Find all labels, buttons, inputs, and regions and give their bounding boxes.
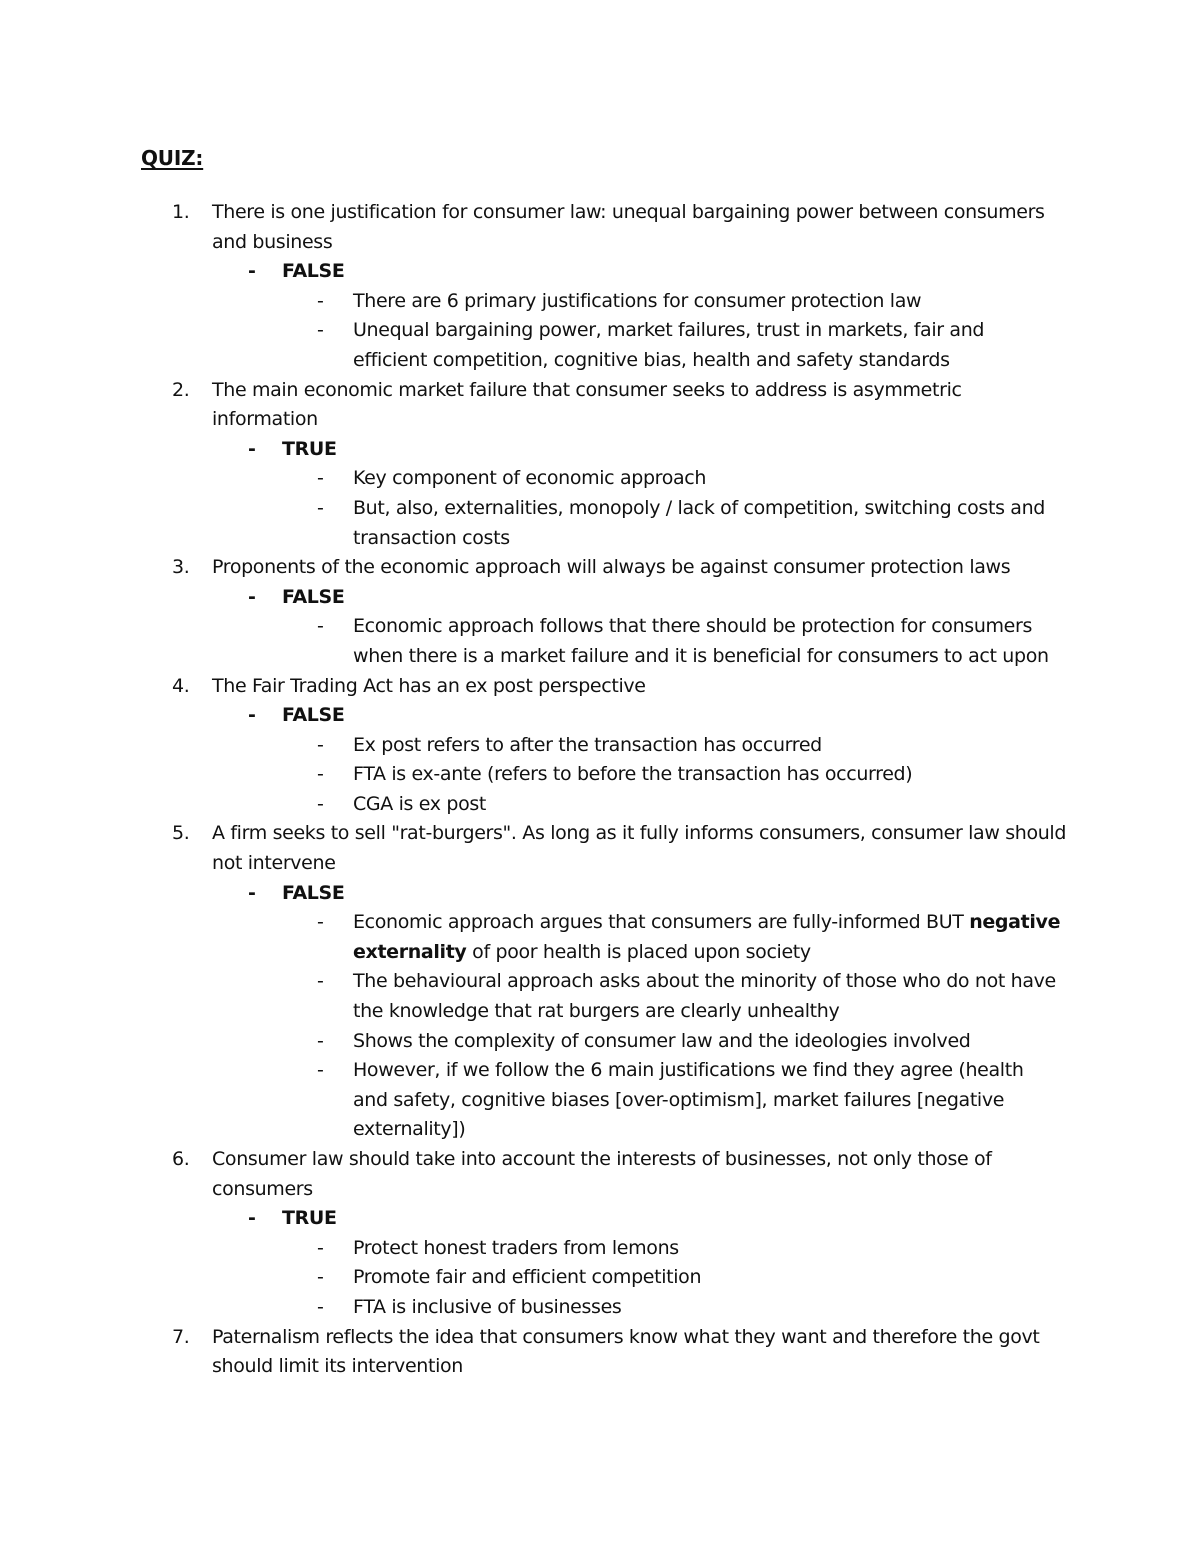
question-text: Consumer law should take into account the interests of businesses, not only those of consumers <box>212 1148 992 1200</box>
note-item <box>0 612 1063 671</box>
note-bullet: - <box>317 1029 324 1052</box>
note-text: Ex post refers to after the transaction has occurred <box>353 733 822 756</box>
question-text: There is one justification for consumer law: unequal bargaining power between consumers and business <box>212 201 1045 253</box>
question-text: Proponents of the economic approach will always be against consumer protection laws <box>212 556 1011 579</box>
note-text: But, also, externalities, monopoly / lack of competition, switching costs and transaction costs <box>353 496 1045 549</box>
note-text-part: of poor health is placed upon society <box>466 940 811 963</box>
question-number: 2. <box>172 378 190 401</box>
answer-5 <box>0 879 1200 909</box>
note-item <box>0 731 1063 761</box>
answer-bullet: - <box>248 585 256 608</box>
quiz-list <box>0 198 1200 1382</box>
note-bullet: - <box>317 319 324 342</box>
answer-label: FALSE <box>282 881 345 904</box>
note-bullet: - <box>317 763 324 786</box>
answer-label: TRUE <box>282 1207 337 1230</box>
note-bullet: - <box>317 733 324 756</box>
note-text: Economic approach follows that there should be protection for consumers when there is a market failure and it is beneficial for consumers to act upon <box>353 615 1049 667</box>
note-item <box>0 1234 1063 1264</box>
question-6 <box>0 1145 1072 1204</box>
question-2 <box>0 376 1072 435</box>
note-bullet: - <box>317 792 324 815</box>
question-number: 7. <box>172 1325 190 1348</box>
question-text: Paternalism reflects the idea that consumers know what they want and therefore the govt should limit its intervention <box>212 1325 1040 1378</box>
question-5 <box>0 819 1072 878</box>
question-1 <box>0 198 1072 257</box>
note-item <box>0 908 1063 967</box>
note-text: However, if we follow the 6 main justifications we find they agree (health and safety, cognitive biases [over-optimism], market failures [negative externality]) <box>353 1059 1024 1141</box>
note-bullet: - <box>317 467 324 490</box>
question-number: 5. <box>172 822 190 845</box>
answer-1 <box>0 257 1200 287</box>
emphasized-term: negative externality <box>353 911 1061 963</box>
answer-label: FALSE <box>282 260 345 283</box>
note-bullet: - <box>317 1295 324 1318</box>
answer-6 <box>0 1204 1200 1234</box>
note-text: Unequal bargaining power, market failures, trust in markets, fair and efficient competition, cognitive bias, health and safety standards <box>353 319 985 371</box>
answer-4 <box>0 701 1200 731</box>
note-item <box>0 316 1063 375</box>
answer-label: TRUE <box>282 437 337 460</box>
note-text-part: Economic approach argues that consumers are fully-informed BUT <box>353 911 970 934</box>
answer-bullet: - <box>248 1207 256 1230</box>
note-bullet: - <box>317 1236 324 1259</box>
answer-bullet: - <box>248 260 256 283</box>
note-item <box>0 1263 1063 1293</box>
note-bullet: - <box>317 615 324 638</box>
note-item <box>0 790 1063 820</box>
answer-bullet: - <box>248 437 256 460</box>
note-bullet: - <box>317 496 324 519</box>
note-item <box>0 1056 1063 1145</box>
note-text: There are 6 primary justifications for consumer protection law <box>353 289 922 312</box>
question-3 <box>0 553 1072 583</box>
question-text: The main economic market failure that consumer seeks to address is asymmetric information <box>212 378 962 431</box>
note-text: CGA is ex post <box>353 792 487 815</box>
question-number: 3. <box>172 556 190 579</box>
note-bullet: - <box>317 1266 324 1289</box>
note-text <box>353 911 1060 963</box>
question-text: A firm seeks to sell "rat-burgers". As long as it fully informs consumers, consumer law should not intervene <box>212 822 1067 875</box>
answer-label: FALSE <box>282 704 345 727</box>
answer-2 <box>0 435 1200 465</box>
note-text: FTA is inclusive of businesses <box>353 1295 622 1318</box>
question-number: 4. <box>172 674 190 697</box>
note-bullet: - <box>317 1059 324 1082</box>
note-text: Promote fair and efficient competition <box>353 1266 702 1289</box>
note-item <box>0 1293 1063 1323</box>
question-4 <box>0 672 1072 702</box>
note-text: FTA is ex-ante (refers to before the transaction has occurred) <box>353 763 913 786</box>
note-item <box>0 464 1063 494</box>
note-bullet: - <box>317 289 324 312</box>
note-item <box>0 287 1063 317</box>
answer-3 <box>0 583 1200 613</box>
note-text: Key component of economic approach <box>353 467 707 490</box>
answer-bullet: - <box>248 881 256 904</box>
question-text: The Fair Trading Act has an ex post perspective <box>212 674 646 697</box>
note-text: Shows the complexity of consumer law and the ideologies involved <box>353 1029 971 1052</box>
question-number: 1. <box>172 201 190 223</box>
note-item <box>0 967 1063 1026</box>
quiz-title: QUIZ: <box>141 146 204 170</box>
note-bullet: - <box>317 911 324 934</box>
answer-label: FALSE <box>282 585 345 608</box>
note-item <box>0 494 1063 553</box>
note-item <box>0 1027 1063 1057</box>
answer-bullet: - <box>248 704 256 727</box>
note-bullet: - <box>317 970 324 993</box>
note-item <box>0 760 1063 790</box>
note-text: Protect honest traders from lemons <box>353 1236 679 1259</box>
question-7 <box>0 1323 1072 1382</box>
note-text: The behavioural approach asks about the minority of those who do not have the knowledge that rat burgers are clearly unhealthy <box>353 970 1056 1023</box>
question-number: 6. <box>172 1148 190 1170</box>
